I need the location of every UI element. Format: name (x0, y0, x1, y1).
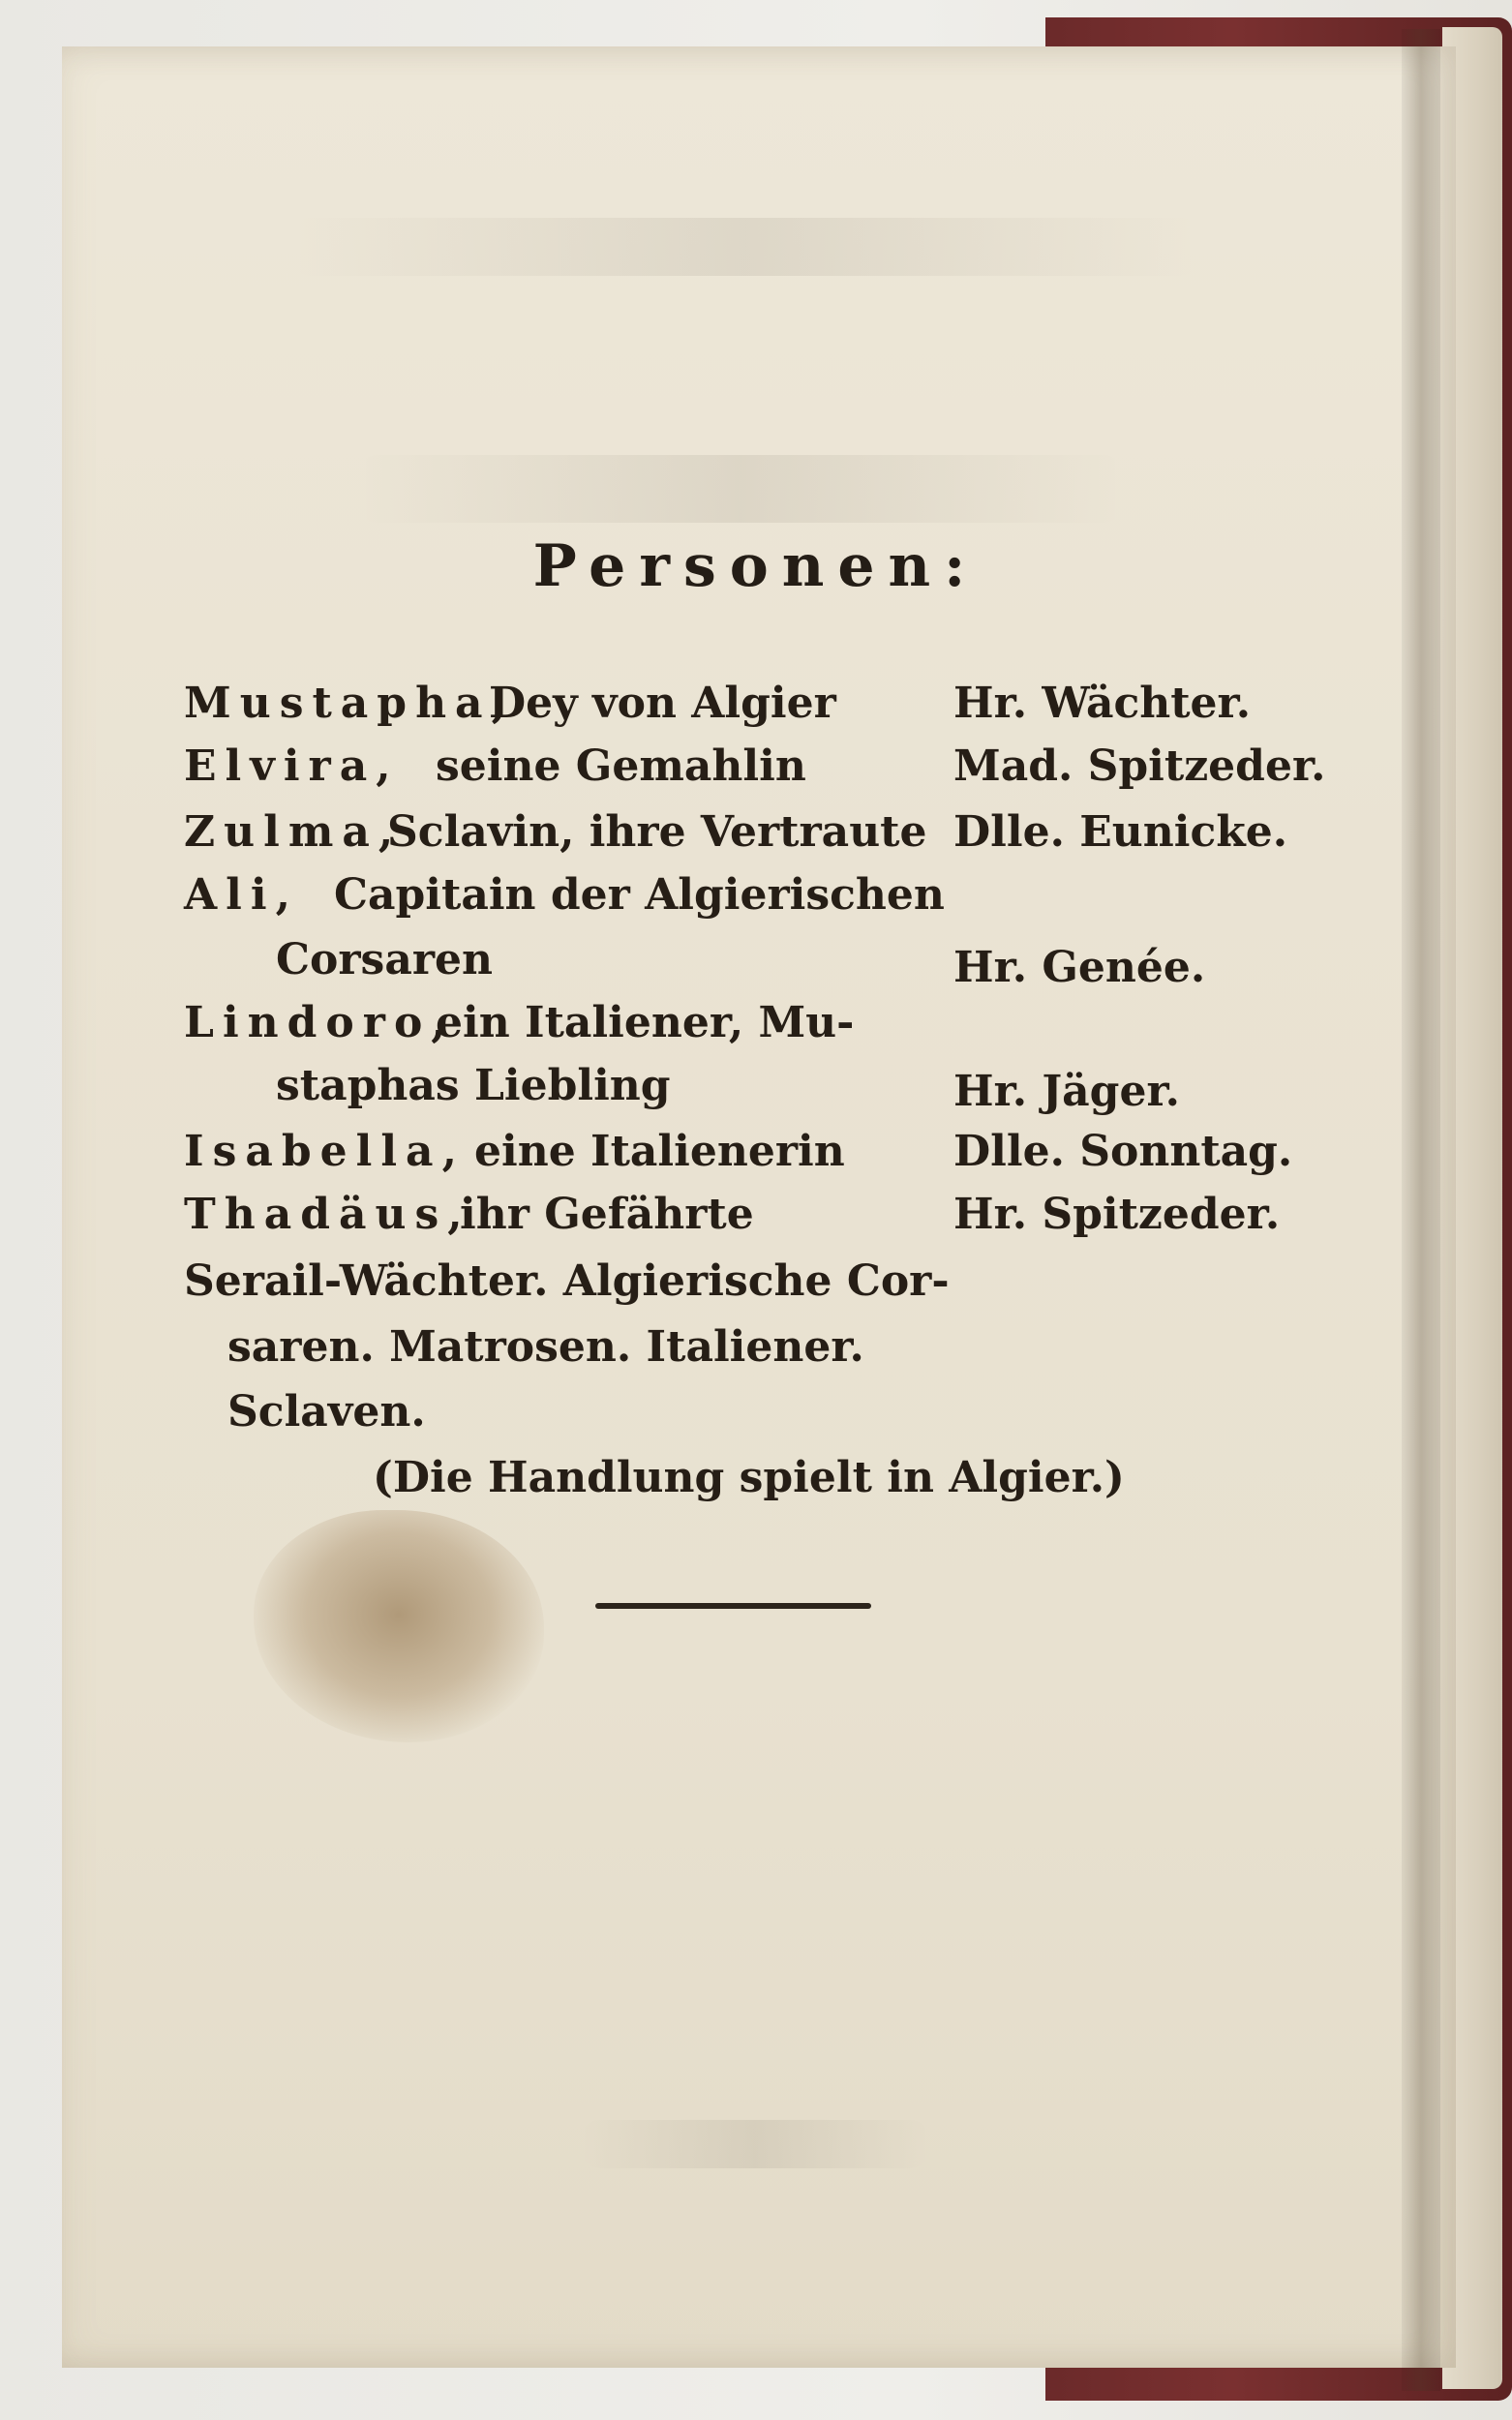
show-through-bleed (581, 2120, 929, 2168)
role-description: Capitain der Algierischen (334, 870, 945, 920)
page-gutter-shadow (1402, 29, 1440, 2391)
page-heading: Personen: (532, 532, 980, 600)
performer-name: Hr. Wächter. (953, 679, 1252, 728)
performer-name: Dlle. Sonntag. (953, 1127, 1293, 1176)
role-name: Elvira, (184, 741, 400, 791)
extras-line: Sclaven. (227, 1387, 426, 1437)
extras-line: Serail-Wächter. Algierische Cor- (184, 1256, 950, 1306)
role-name: Isabella, (184, 1127, 466, 1176)
performer-name: Dlle. Eunicke. (953, 807, 1288, 857)
role-description: seine Gemahlin (436, 741, 806, 791)
role-name: Ali, (184, 870, 299, 920)
performer-name: Hr. Genée. (953, 943, 1206, 992)
role-name: Lindoro, (184, 998, 455, 1047)
performer-name: Hr. Spitzeder. (953, 1190, 1281, 1239)
show-through-bleed (290, 218, 1200, 276)
role-name: Mustapha, (184, 679, 515, 728)
role-name: Thadäus, (184, 1190, 471, 1239)
performer-name: Mad. Spitzeder. (953, 741, 1326, 791)
role-description-continued: staphas Liebling (276, 1061, 671, 1110)
performer-name: Hr. Jäger. (953, 1067, 1180, 1116)
setting-note: (Die Handlung spielt in Algier.) (373, 1453, 1125, 1502)
extras-line: saren. Matrosen. Italiener. (227, 1322, 864, 1372)
role-description: eine Italienerin (474, 1127, 845, 1176)
show-through-bleed (358, 455, 1123, 523)
role-description: Dey von Algier (489, 679, 836, 728)
role-description: ein Italiener, Mu- (436, 998, 855, 1047)
role-description-continued: Corsaren (276, 935, 493, 984)
role-description: ihr Gefährte (460, 1190, 754, 1239)
horizontal-rule (595, 1603, 871, 1609)
role-description: Sclavin, ihre Vertraute (387, 807, 927, 857)
role-name: Zulma, (184, 807, 403, 857)
